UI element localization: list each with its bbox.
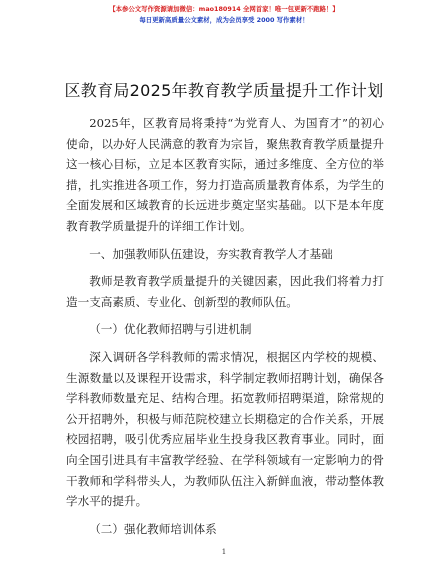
promo-banner-line1: 【本参公文写作资源请加微信：mao180914 全网首家！唯一包更新不跑路！】 — [109, 5, 339, 13]
subsection-heading-2: （二）强化教师培训体系 — [89, 521, 217, 536]
section-heading-1: 一、加强教师队伍建设，夯实教育教学人才基础 — [89, 246, 333, 261]
document-body — [66, 113, 384, 546]
page-number: 1 — [221, 548, 227, 556]
section-1-paragraph: 教师是教育教学质量提升的关键因素，因此我们将着力打造一支高素质、专业化、创新型的教师队伍。 — [66, 274, 384, 309]
promo-banner-line2: 每日更新高质量公文素材，成为会员享受 2000 写作素材！ — [139, 16, 309, 24]
intro-paragraph: 2025年，区教育局将秉持“为党育人、为国育才”的初心使命，以办好人民满意的教育为宗旨，聚焦教育教学质量提升这一核心目标，立足本区教育实际，通过多维度、全方位的举措，扎实推进各项工作，努力打造高质量教育体系，为学生的全面发展和区域教育的长远进步奠定坚实基础。以下是本年度教育教学质量提升的详细工作计划。 — [66, 116, 384, 233]
promo-banner — [0, 4, 448, 26]
subsection-1-paragraph: 深入调研各学科教师的需求情况，根据区内学校的规模、生源数量以及课程开设需求，科学制定教师招聘计划，确保各学科教师数量充足、结构合理。拓宽教师招聘渠道，除常规的公开招聘外，积极与师范院校建立长期稳定的合作关系，开展校园招聘，吸引优秀应届毕业生投身我区教育事业。同时，面向全国引进具有丰富教学经验、在学科领域有一定影响力的骨干教师和学科带头人，为教师队伍注入新鲜血液，带动整体教学水平的提升。 — [66, 349, 384, 509]
subsection-heading-1: （一）优化教师招聘与引进机制 — [89, 322, 252, 337]
document-title: 区教育局2025年教育教学质量提升工作计划 — [64, 81, 384, 100]
